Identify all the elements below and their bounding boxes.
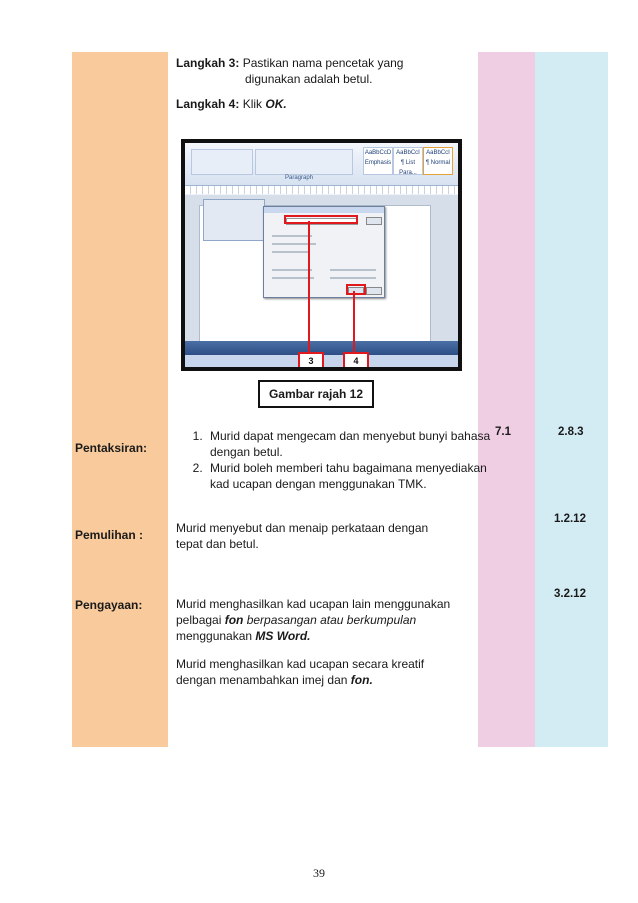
ok-button-highlight: [346, 284, 366, 295]
style-name-3: ¶ Normal: [425, 160, 451, 166]
pengayaan-text-3a: menggunakan: [176, 629, 256, 643]
cancel-button[interactable]: [366, 287, 382, 295]
pengayaan-code: 3.2.12: [554, 588, 586, 600]
document-area: [185, 195, 458, 355]
pengayaan-text-2c: berpasangan atau berkumpulan: [243, 613, 417, 627]
pentaksiran-item-2: 2. Murid boleh memberi tahu bagaimana menyediakan kad ucapan dengan menggunakan TMK.: [206, 460, 506, 492]
style-normal[interactable]: [423, 147, 453, 175]
step-3-text-1: Pastikan nama pencetak yang: [242, 56, 404, 70]
pemulihan-label: Pemulihan :: [75, 528, 144, 542]
dialog-option: [272, 269, 312, 271]
word-window: [185, 143, 458, 367]
pengayaan-text-4: Murid menghasilkan kad ucapan secara kreatif: [176, 657, 425, 671]
dialog-option: [272, 251, 308, 253]
pentaksiran-item-1: 1. Murid dapat mengecam dan menyebut bunyi bahasa dengan betul.: [206, 428, 506, 460]
pengayaan-text-5: [176, 672, 373, 688]
style-sample-3: AaBbCcI: [426, 150, 450, 156]
step-4: [176, 96, 287, 112]
learning-standard-column: [535, 52, 608, 747]
standard-column: [478, 52, 535, 747]
printer-name-highlight: [284, 215, 358, 224]
pentaksiran-label: Pentaksiran:: [75, 441, 148, 455]
style-sample-1: AaBbCcD: [364, 150, 392, 156]
pengayaan-text-5a: dengan menambahkan imej dan: [176, 673, 351, 687]
step-4-text: Klik: [242, 97, 266, 111]
print-dialog-screenshot: [181, 139, 462, 371]
print-preview-window: [203, 199, 265, 241]
pengayaan-label: Pengayaan:: [75, 598, 143, 612]
pemulihan-text-1: Murid menyebut dan menaip perkataan dengan: [176, 521, 429, 535]
figure-caption: Gambar rajah 12: [258, 380, 374, 408]
dialog-option: [330, 269, 376, 271]
style-list-para[interactable]: [393, 147, 423, 175]
callout-4: 4: [343, 352, 369, 367]
style-name-2: ¶ List Para...: [399, 160, 417, 176]
dialog-option: [330, 277, 376, 279]
pengayaan-fon-2: fon.: [350, 673, 373, 687]
pengayaan-fon: fon: [224, 613, 244, 627]
style-emphasis[interactable]: [363, 147, 393, 175]
step-3-label: Langkah 3:: [176, 56, 240, 70]
ruler: [185, 186, 458, 194]
pengayaan-text-2a: pelbagai: [176, 613, 225, 627]
pentaksiran-code-b: 2.8.3: [558, 426, 584, 438]
dialog-option: [272, 235, 312, 237]
pentaksiran-code-a: 7.1: [495, 426, 511, 438]
step-4-label: Langkah 4:: [176, 97, 240, 111]
style-name-1: Emphasis: [364, 160, 392, 166]
print-dialog-titlebar: [264, 207, 384, 213]
label-column: [72, 52, 168, 747]
paragraph-group: [255, 149, 353, 175]
page-number: 39: [313, 866, 325, 880]
callout-3-line: [308, 221, 310, 353]
ribbon: [185, 143, 458, 186]
ribbon-group-label: Paragraph: [285, 175, 314, 181]
pemulihan-code: 1.2.12: [554, 513, 586, 525]
pengayaan-ms-word: MS Word.: [255, 629, 311, 643]
pengayaan-text-1: Murid menghasilkan kad ucapan lain menggunakan: [176, 597, 451, 611]
pemulihan-text-2: tepat dan betul.: [176, 537, 259, 551]
callout-4-line: [353, 291, 355, 353]
step-4-emphasis: OK.: [265, 97, 287, 111]
pengayaan-text-3: [176, 628, 311, 644]
pengayaan-text-2: [176, 612, 416, 628]
properties-button[interactable]: [366, 217, 382, 225]
step-3: [176, 55, 403, 71]
callout-3: 3: [298, 352, 324, 367]
pentaksiran-list: [176, 428, 506, 492]
style-sample-2: AaBbCcI: [396, 150, 420, 156]
step-3-text-2: digunakan adalah betul.: [245, 72, 373, 86]
font-group: [191, 149, 253, 175]
